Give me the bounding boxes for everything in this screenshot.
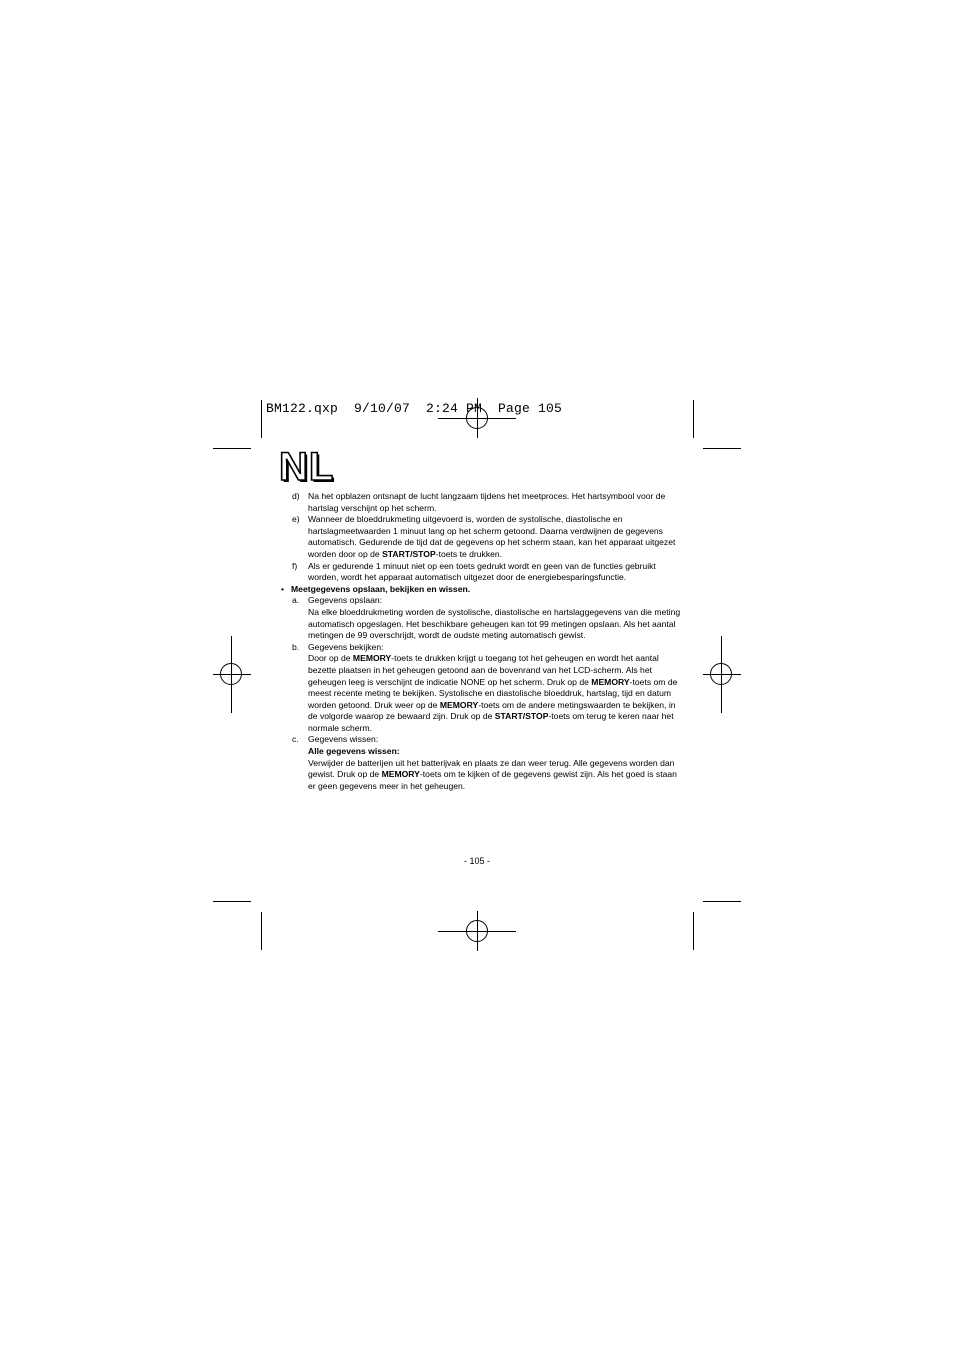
print-slug: BM122.qxp 9/10/07 2:24 PM Page 105 xyxy=(266,401,563,416)
text-run: Verwijder de batterijen uit het batterijvak en plaats ze dan weer terug. Alle gegevens worden dan gewist. Druk op de xyxy=(308,757,675,780)
language-tab: NL xyxy=(279,445,335,489)
subsection-label: b. xyxy=(292,641,300,652)
item-text: Als er gedurende 1 minuut niet op een toets gedrukt wordt en geen van de functies gebruikt worden, wordt het apparaat automatisch uitgezet door de energiebesparingsfunctie. xyxy=(308,560,656,583)
crop-mark-top-left-vertical xyxy=(261,400,262,438)
subsection-b xyxy=(281,642,681,735)
registration-line xyxy=(721,636,722,713)
bold-subheading: Alle gegevens wissen: xyxy=(308,746,400,757)
crop-mark-bottom-right-vertical xyxy=(693,912,694,950)
crop-mark-bottom-left-vertical xyxy=(261,912,262,950)
list-item xyxy=(281,514,681,560)
crop-mark-top-right-vertical xyxy=(693,400,694,438)
text-run: -toets om de meest recente meting te bekijken. Systolische en diastolische bloeddruk, hartslag, tijd en datum worden getoond. Druk weer op de xyxy=(308,676,678,710)
subsection-subheading xyxy=(308,746,681,758)
subsection-text xyxy=(308,758,681,793)
key-name: MEMORY xyxy=(381,769,420,780)
subsection-heading: Gegevens opslaan: xyxy=(308,595,383,606)
key-name: START/STOP xyxy=(494,711,549,722)
item-label: f) xyxy=(292,560,298,571)
subsection-heading: Gegevens bekijken: xyxy=(308,641,384,652)
subsection-text: Na elke bloeddrukmeting worden de systolische, diastolische en hartslaggegevens van die meting automatisch opgeslagen. Het beschikbare geheugen kan tot 99 metingen opslaan. Als het aantal metingen de 99 overschrijdt, wordt de oudste meting automatisch gewist. xyxy=(308,606,681,641)
list-item xyxy=(281,491,681,514)
subsection-heading: Gegevens wissen: xyxy=(308,734,379,745)
text-run: -toets te drukken krijgt u toegang tot het geheugen en wordt het aantal bezette plaatsen in het geheugen getoond aan de bovenrand van het LCD-scherm. Als het geheugen leeg is verschijnt de indicatie NONE op het scherm. Druk op de xyxy=(308,653,659,687)
registration-line xyxy=(213,674,251,675)
crop-mark-bottom-right-horizontal xyxy=(703,901,741,902)
text-run: Door op de xyxy=(308,653,353,664)
registration-line xyxy=(703,674,741,675)
subsection-c xyxy=(281,734,681,792)
key-name: MEMORY xyxy=(591,676,630,687)
item-text: Na het opblazen ontsnapt de lucht langzaam tijdens het meetproces. Het hartsymbool voor de hartslag verschijnt op het scherm. xyxy=(308,491,666,513)
key-name: MEMORY xyxy=(352,653,392,664)
item-label: e) xyxy=(292,514,300,525)
key-name: START/STOP xyxy=(382,548,436,559)
registration-line xyxy=(231,636,232,713)
key-name: MEMORY xyxy=(439,699,479,710)
subsection-a xyxy=(281,595,681,641)
page-number: - 105 - xyxy=(463,856,490,866)
section-heading xyxy=(281,584,681,596)
item-text: -toets te drukken. xyxy=(435,548,503,559)
registration-line xyxy=(477,911,478,951)
list-item xyxy=(281,561,681,584)
crop-mark-top-left-horizontal xyxy=(213,448,251,449)
item-text: Wanneer de bloeddrukmeting uitgevoerd is, worden de systolische, diastolische en hartslagmeetwaarden 1 minuut lang op het scherm getoond. Daarna verdwijnen de gegevens automatisch. Gedurende de tijd dat de gegevens op het scherm staan, kan het apparaat uitgezet worden door op de xyxy=(308,514,676,559)
text-run: -toets om te kijken of de gegevens gewist zijn. Als het goed is staan er geen gegevens meer in het geheugen. xyxy=(308,769,677,791)
item-label: d) xyxy=(292,491,300,501)
subsection-label: a. xyxy=(292,595,300,606)
text-run: -toets om terug te keren naar het normale scherm. xyxy=(308,711,674,733)
bullet-icon: • xyxy=(281,583,285,594)
text-run: -toets om de andere metingswaarden te bekijken, in de volgorde waarop ze bewaard zijn. Druk op de xyxy=(308,699,676,722)
page-content xyxy=(281,491,681,792)
crop-mark-bottom-left-horizontal xyxy=(213,901,251,902)
subsection-text xyxy=(308,653,681,734)
crop-mark-top-right-horizontal xyxy=(703,448,741,449)
subsection-label: c. xyxy=(292,734,299,745)
section-title: Meetgegevens opslaan, bekijken en wissen. xyxy=(291,583,471,594)
